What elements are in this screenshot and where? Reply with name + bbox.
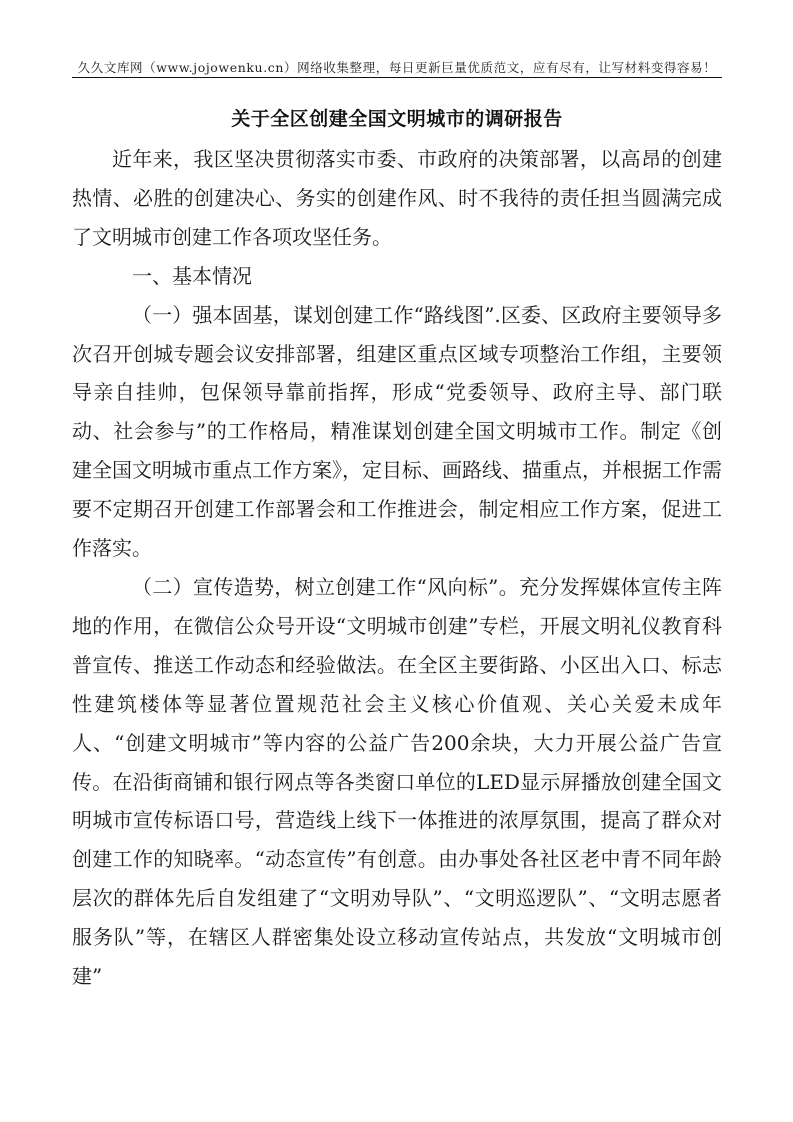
paragraph-1: （一）强本固基，谋划创建工作“路线图”.区委、区政府主要领导多次召开创城专题会议安排部署，组建区重点区域专项整治工作组，主要领导亲自挂帅，包保领导靠前指挥，形成“党委领导、政府主导、部门联动、社会参与”的工作格局，精准谋划创建全国文明城市工作。制定《创建全国文明城市重点工作方案》，定目标、画路线、描重点，并根据工作需要不定期召开创建工作部署会和工作推进会，制定相应工作方案，促进工作落实。 bbox=[72, 302, 722, 561]
paragraph-2: （二）宣传造势，树立创建工作“风向标”。充分发挥媒体宣传主阵地的作用，在微信公众号开设“文明城市创建”专栏，开展文明礼仪教育科普宣传、推送工作动态和经验做法。在全区主要街路、小区出入口、标志性建筑楼体等显著位置规范社会主义核心价值观、关心关爱未成年人、“创建文明城市”等内容的公益广告200余块，大力开展公益广告宣传。在沿街商铺和银行网点等各类窗口单位的LED显示屏播放创建全国文明城市宣传标语口号，营造线上线下一体推进的浓厚氛围，提高了群众对创建工作的知晓率。“动态宣传”有创意。由办事处各社区老中青不同年龄层次的群体先后自发组建了“文明劝导队”、“文明巡逻队”、“文明志愿者服务队”等，在辖区人群密集处设立移动宣传站点，共发放“文明城市创建” bbox=[72, 574, 722, 989]
section-heading-basic-situation: 一、基本情况 bbox=[132, 263, 252, 288]
document-body bbox=[72, 140, 722, 996]
header-note: 久久文库网（www.jojowenku.cn）网络收集整理，每日更新巨量优质范文，应有尽有，让写材料变得容易！ bbox=[77, 60, 717, 75]
intro-paragraph: 近年来，我区坚决贯彻落实市委、市政府的决策部署，以高昂的创建热情、必胜的创建决心、务实的创建作风、时不我待的责任担当圆满完成了文明城市创建工作各项攻坚任务。 bbox=[72, 147, 722, 249]
header-divider bbox=[72, 77, 722, 78]
document-title: 关于全区创建全国文明城市的调研报告 bbox=[231, 108, 563, 130]
